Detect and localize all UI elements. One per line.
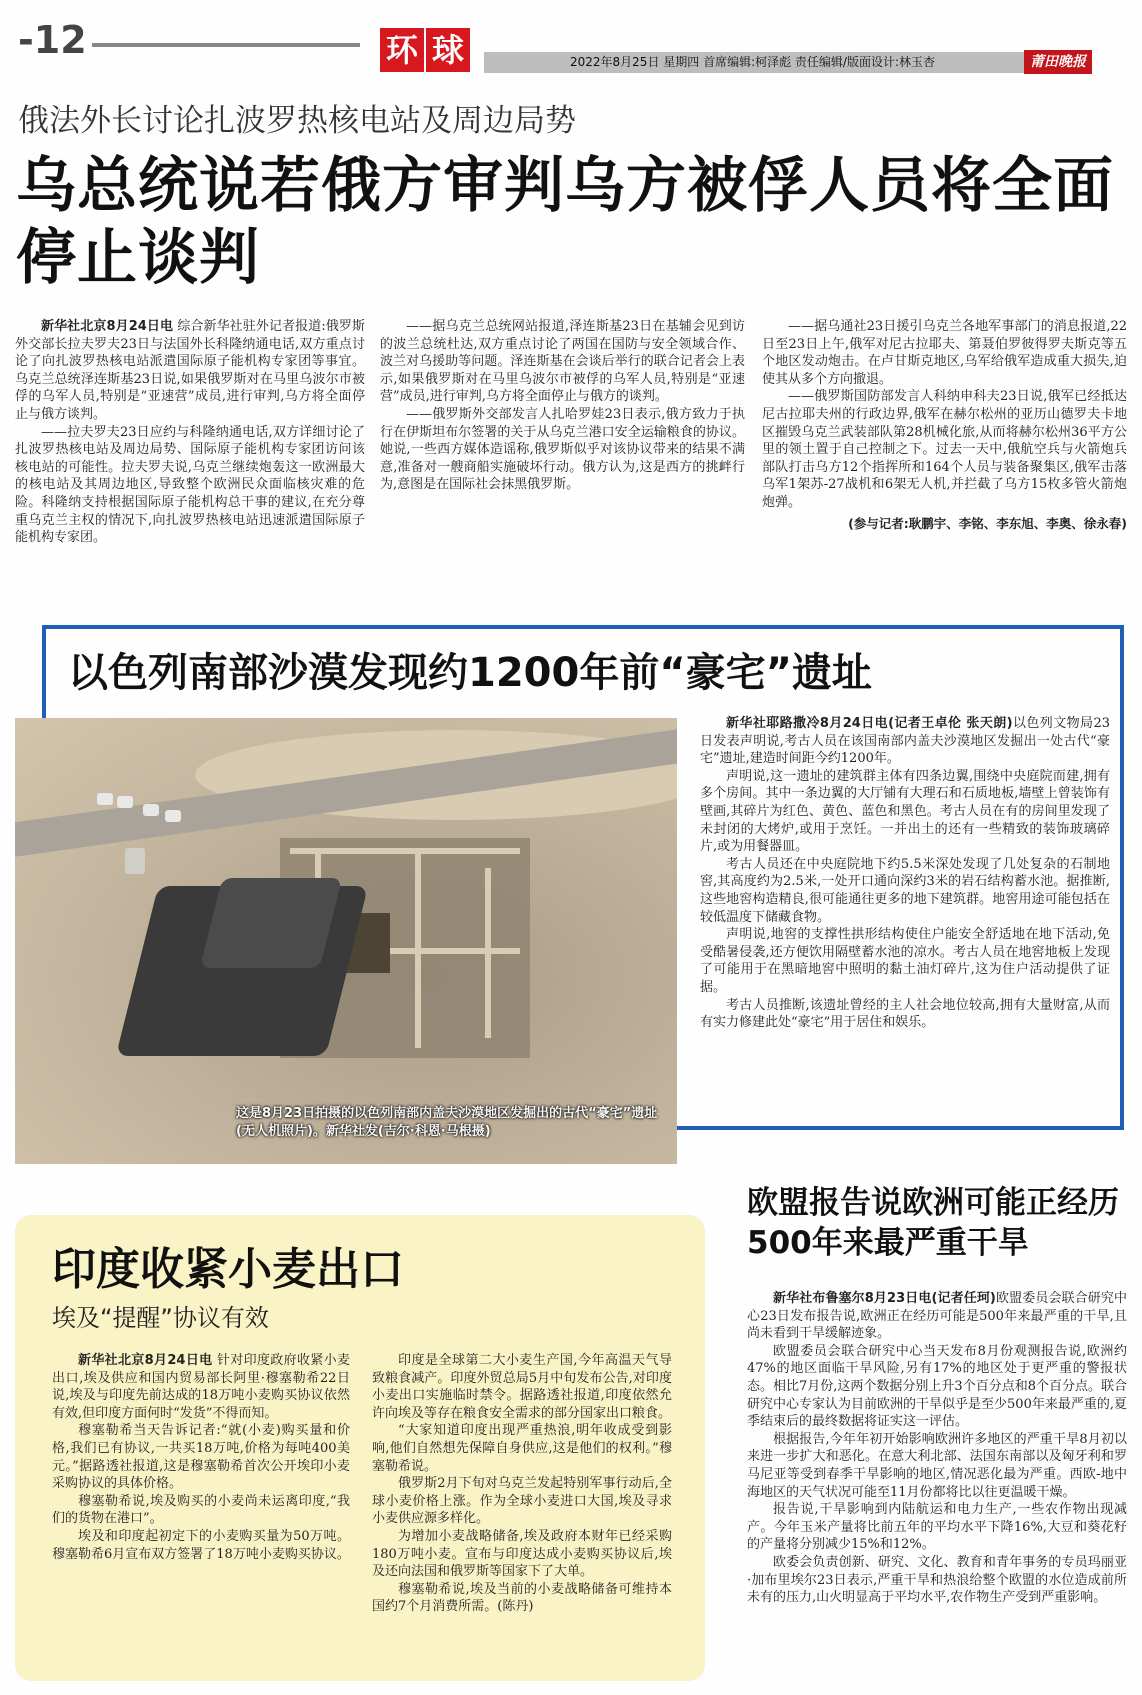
section-label [380,28,472,72]
photo-caption: 这是8月23日拍摄的以色列南部内盖夫沙漠地区发掘出的古代“豪宅”遗址(无人机照片)。新华社发(吉尔·科恩·马根摄) [236,1106,658,1139]
story1-paragraph-6: ——俄罗斯国防部发言人科纳申科夫23日说,俄军已经抵达尼古拉耶夫州的行政边界,俄军在赫尔松州的亚历山德罗夫卡地区摧毁乌克兰武装部队第28机械化旅,从而将赫尔松州36平方公里的领土置于自己控制之下。过去一天中,俄航空兵与火箭炮兵部队打击乌方12个指挥所和164个人员与装备聚集区,俄军击落乌军1架苏-27战机和6架无人机,并拦截了乌方15枚多管火箭炮炮弹。 [762,389,1127,510]
header-rule [92,43,360,47]
story1-paragraph-1: 综合新华社驻外记者报道:俄罗斯外交部长拉夫罗夫23日与法国外长科隆纳通电话,双方重点讨论了向扎波罗热核电站派遣国际原子能机构专家团等事宜。乌克兰总统泽连斯基23日说,如果俄罗斯对在马里乌波尔市被俘的乌军人员,特别是“亚速营”成员,进行审判,乌方将全面停止与俄方谈判。 [15,319,365,422]
story2-paragraph-2: 声明说,这一遗址的建筑群主体有四条边翼,围绕中央庭院而建,拥有多个房间。其中一条边翼的大厅铺有大理石和石质地板,墙壁上曾装饰有壁画,其碎片为红色、黄色、蓝色和黑色。考古人员在有的房间里发现了未封闭的大烤炉,或用于烹饪。一并出土的还有一些精致的装饰玻璃碎片,或为用餐器皿。 [700,768,1110,855]
story2-paragraph-3: 考古人员还在中央庭院地下约5.5米深处发现了几处复杂的石制地窖,其高度约为2.5米,一处开口通向深约3米的岩石结构蓄水池。据推断,这些地窖构造精良,很可能通往更多的地下建筑群。地窖用途可能包括在较低温度下储藏食物。 [700,856,1110,925]
section-char-2: 球 [426,28,470,72]
story3-paragraph-4: 埃及和印度起初定下的小麦购买量为50万吨。穆塞勒希6月宣布双方签署了18万吨小麦购买协议。 [52,1528,350,1562]
story4-paragraph-5: 欧委会负责创新、研究、文化、教育和青年事务的专员玛丽亚·加布里埃尔23日表示,严重干旱和热浪给整个欧盟的水位造成前所未有的压力,山火明显高于平均水平,农作物生产受到严重影响。 [747,1554,1127,1606]
page-number: -12 [18,18,87,62]
photo-vehicle [143,804,159,816]
story1-credit: (参与记者:耿鹏宇、李铭、李东旭、李奥、徐永春) [848,515,1127,531]
story1-column-1 [15,318,365,547]
story4-title: 欧盟报告说欧洲可能正经历500年来最严重干旱 [747,1185,1119,1261]
story3-paragraph-6: “大家知道印度出现严重热浪,明年收成受到影响,他们自然想先保障自身供应,这是他们的权利。”穆塞勒希说。 [372,1423,672,1474]
issue-info: 2022年8月25日 星期四 首席编辑:柯泽彪 责任编辑/版面设计:林玉杏 [570,55,936,69]
story3-subtitle: 埃及“提醒”协议有效 [52,1304,269,1332]
photo-vehicle [97,793,113,805]
story2-dateline: 新华社耶路撒冷8月24日电(记者王卓伦 张天朗) [726,716,1013,731]
story4-paragraph-3: 根据报告,今年年初开始影响欧洲许多地区的严重干旱8月初以来进一步扩大和恶化。在意大利北部、法国东南部以及匈牙利和罗马尼亚等受到春季干旱影响的地区,情况恶化最为严重。西欧-地中海地区的天气状况可能至11月份都将比以往更温暖干燥。 [747,1431,1127,1500]
story1-column-2 [380,318,745,494]
story4-paragraph-2: 欧盟委员会联合研究中心当天发布8月份观测报告说,欧洲约47%的地区面临干旱风险,另有17%的地区处于更严重的警报状态。相比7月份,这两个数据分别上升3个百分点和8个百分点。联合研究中心专家认为目前欧洲的干旱似乎是至少500年来最严重的,夏季结束后的最终数据将证实这一评估。 [747,1343,1127,1430]
photo-wall [415,848,421,1048]
story3-paragraph-3: 穆塞勒希说,埃及购买的小麦尚未运离印度,“我们的货物在港口”。 [52,1493,350,1527]
photo-container [125,848,145,874]
story2-title: 以色列南部沙漠发现约1200年前“豪宅”遗址 [68,650,872,696]
story2-paragraph-5: 考古人员推断,该遗址曾经的主人社会地位较高,拥有大量财富,从而有实力修建此处“豪宅”用于居住和娱乐。 [700,997,1110,1031]
section-char-1: 环 [380,28,424,72]
story1-headline: 乌总统说若俄方审判乌方被俘人员将全面停止谈判 [16,151,1114,293]
story3-column-2 [372,1352,672,1616]
story1-column-3 [762,318,1127,532]
story1-kicker: 俄法外长讨论扎波罗热核电站及周边局势 [18,103,576,139]
story2-paragraph-1: 以色列文物局23日发表声明说,考古人员在该国南部内盖夫沙漠地区发掘出一处古代“豪宅”遗址,建造时间距今约1200年。 [700,716,1110,767]
photo-wall [485,868,491,1038]
story1-paragraph-4: ——俄罗斯外交部发言人扎哈罗娃23日表示,俄方致力于执行在伊斯坦布尔签署的关于从乌克兰港口安全运输粮食的协议。她说,一些西方媒体造谣称,俄罗斯似乎对该协议带来的结果不满意,准备对一艘商船实施破坏行动。俄方认为,这是西方的挑衅行为,意图是在国际社会抹黑俄罗斯。 [380,406,745,493]
paper-logo: 莆田晚报 [1024,50,1092,74]
story4-dateline: 新华社布鲁塞尔8月23日电(记者任珂) [773,1291,996,1306]
story3-paragraph-2: 穆塞勒希当天告诉记者:“就(小麦)购买量和价格,我们已有协议,一共买18万吨,价格为每吨400美元。”据路透社报道,这是穆塞勒希首次公开埃印小麦采购协议的具体价格。 [52,1423,350,1492]
photo-shade-tent [200,878,342,968]
photo-vehicle [165,810,181,822]
story3-column-1 [52,1352,350,1563]
photo-vehicle [117,796,133,808]
photo-wall [290,848,520,854]
story1-paragraph-2: ——拉夫罗夫23日应约与科隆纳通电话,双方详细讨论了扎波罗热核电站及周边局势、国际原子能机构专家团访问该核电站的可能性。拉夫罗夫说,乌克兰继续炮轰这一欧洲最大的核电站及其周边地区,导致整个欧洲民众面临核灾难的危险。科隆纳支持根据国际原子能机构总干事的建议,在充分尊重乌克兰主权的情况下,向扎波罗热核电站迅速派遣国际原子能机构专家团。 [15,424,365,546]
story3-paragraph-9: 穆塞勒希说,埃及当前的小麦战略储备可维持本国约7个月消费所需。(陈丹) [372,1581,672,1615]
story3-paragraph-1: 针对印度政府收紧小麦出口,埃及供应和国内贸易部长阿里·穆塞勒希22日说,埃及与印度先前达成的18万吨小麦购买协议依然有效,但印度方面何时“发货”不得而知。 [52,1353,350,1421]
story3-title: 印度收紧小麦出口 [52,1244,404,1295]
story3-paragraph-7: 俄罗斯2月下旬对乌克兰发起特别军事行动后,全球小麦价格上涨。作为全球小麦进口大国,埃及寻求小麦供应源多样化。 [372,1476,672,1527]
story3-paragraph-5: 印度是全球第二大小麦生产国,今年高温天气导致粮食减产。印度外贸总局5月中旬发布公告,对印度小麦出口实施临时禁令。据路透社报道,印度依然允许向埃及等存在粮食安全需求的部分国家出口粮食。 [372,1353,672,1421]
story3-paragraph-8: 为增加小麦战略储备,埃及政府本财年已经采购180万吨小麦。宣布与印度达成小麦购买协议后,埃及还向法国和俄罗斯等国家下了大单。 [372,1528,672,1580]
story4-paragraph-4: 报告说,干旱影响到内陆航运和电力生产,一些农作物出现减产。今年玉米产量将比前五年的平均水平下降16%,大豆和葵花籽的产量将分别减少15%和12%。 [747,1502,1127,1553]
excavation-aerial-photo [15,718,677,1164]
story4-text [747,1290,1127,1607]
story1-dateline: 新华社北京8月24日电 [41,319,174,334]
story1-paragraph-5: ——据乌通社23日援引乌克兰各地军事部门的消息报道,22日至23日上午,俄军对尼古拉耶夫、第聂伯罗彼得罗夫斯克等五个地区发动炮击。在卢甘斯克地区,乌军给俄军造成重大损失,迫使其从多个方向撤退。 [762,319,1127,387]
story2-paragraph-4: 声明说,地窖的支撑性拱形结构使住户能安全舒适地在地下活动,免受酷暑侵袭,还方便饮用隔壁蓄水池的凉水。考古人员在地窖地板上发现了可能用于在黑暗地窖中照明的黏土油灯碎片,这为住户活动提供了证据。 [700,927,1110,995]
story4-paragraph-1: 欧盟委员会联合研究中心23日发布报告说,欧洲正在经历可能是500年来最严重的干旱,且尚未看到干旱缓解迹象。 [747,1291,1127,1342]
story2-text [700,715,1110,1032]
story1-paragraph-3: ——据乌克兰总统网站报道,泽连斯基23日在基辅会见到访的波兰总统杜达,双方重点讨论了两国在国防与安全领域合作、波兰对乌援助等问题。泽连斯基在会谈后举行的联合记者会上表示,如果俄罗斯对在马里乌波尔市被俘的乌军人员,特别是“亚速营”成员,进行审判,乌方将全面停止与俄方的谈判。 [380,319,745,405]
story3-dateline: 新华社北京8月24日电 [78,1353,213,1368]
